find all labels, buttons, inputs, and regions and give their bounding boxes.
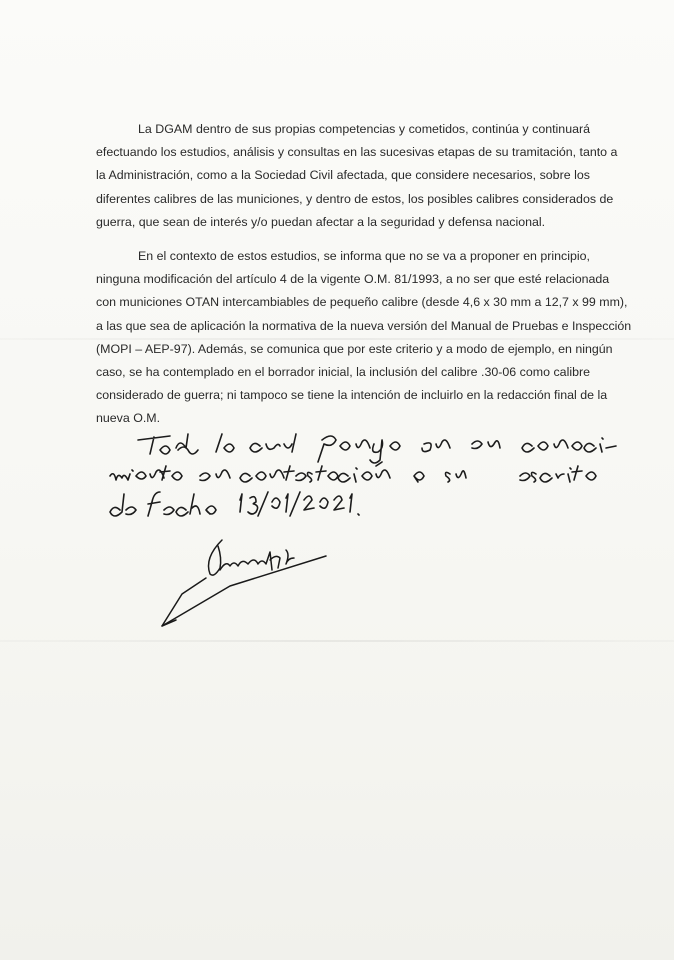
handwritten-note (100, 430, 620, 520)
text-line: a las que sea de aplicación la normativa de la nueva versión del Manual de Pruebas e Inspección (96, 318, 632, 333)
text-line: diferentes calibres de las municiones, y dentro de estos, los posibles calibres considerados de (96, 191, 614, 206)
paragraph-dgam-studies (96, 118, 618, 234)
signature-stroke (220, 552, 272, 570)
handwriting-stroke (216, 434, 234, 452)
handwriting-stroke (240, 492, 359, 516)
handwriting-stroke (138, 434, 198, 454)
handwriting-stroke (414, 472, 424, 482)
text-line: nueva O.M. (96, 411, 161, 426)
paragraph-om-context (96, 245, 632, 431)
text-line: la Administración, como a la Sociedad Civil afectada, que considere necesarios, sobre los (96, 168, 590, 183)
text-line: caso, se ha contemplado en el borrador inicial, la inclusión del calibre .30-06 como calibre (96, 365, 590, 380)
handwriting-stroke (522, 438, 616, 452)
text-line: efectuando los estudios, análisis y consultas en las sucesivas etapas de su tramitación, tanto a (96, 145, 618, 160)
handwriting-stroke (110, 494, 136, 516)
paper-crease (0, 640, 674, 642)
handwriting-stroke (200, 470, 230, 481)
handwriting-stroke (472, 441, 500, 449)
handwriting-stroke (240, 462, 390, 482)
handwriting-stroke (422, 440, 450, 452)
handwriting-stroke (148, 492, 216, 516)
signature (150, 530, 350, 640)
signature-stroke (162, 556, 326, 626)
handwriting-stroke (520, 466, 596, 482)
handwriting-stroke (250, 434, 296, 452)
text-line: considerado de guerra; ni tampoco se tiene la intención de incluirlo en la redacción final de la (96, 388, 608, 403)
handwriting-stroke (110, 466, 182, 480)
text-line: ninguna modificación del artículo 4 de la vigente O.M. 81/1993, a no ser que esté relacionada (96, 272, 610, 287)
text-line: (MOPI – AEP-97). Además, se comunica que por este criterio y a modo de ejemplo, en ningún (96, 341, 613, 356)
signature-stroke (286, 550, 294, 564)
handwriting-stroke (446, 471, 467, 482)
text-line: guerra, que sean de interés y/o puedan afectar a la seguridad y defensa nacional. (96, 214, 546, 229)
handwriting-stroke (318, 436, 400, 463)
text-line: La DGAM dentro de sus propias competencias y cometidos, continúa y continuará (138, 122, 590, 136)
text-line: En el contexto de estos estudios, se informa que no se va a proponer en principio, (138, 249, 590, 263)
text-line: con municiones OTAN intercambiables de pequeño calibre (desde 4,6 x 30 mm a 12,7 x 99 mm), (96, 295, 628, 310)
